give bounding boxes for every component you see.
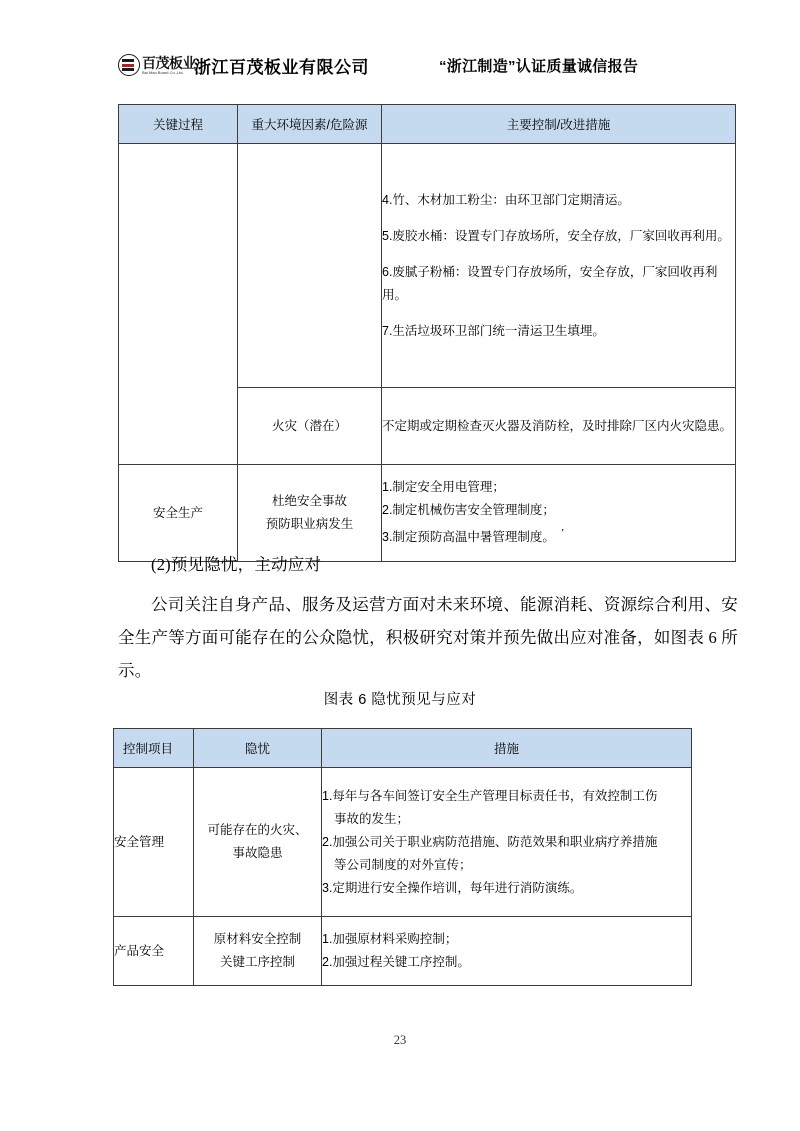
factor-line: 预防职业病发生 (265, 517, 354, 531)
cell-measures-fire (382, 388, 736, 465)
company-name: 浙江百茂板业有限公司 (194, 57, 369, 77)
measure-item: 1.制定安全用电管理； (382, 480, 505, 495)
header-divider (118, 86, 736, 87)
table-header-row (119, 105, 736, 144)
document-header (118, 46, 736, 84)
cell-control-item-safety-management: 安全管理 (114, 768, 194, 917)
column-header-environment-factor: 重大环境因素/危险源 (238, 105, 382, 144)
measure-item: 7.生活垃圾环卫部门统一清运卫生填埋。 (382, 323, 605, 338)
concern-line: 事故隐患 (232, 846, 283, 860)
column-header-control-measures: 主要控制/改进措施 (382, 105, 736, 144)
measure-item: 1.每年与各车间签订安全生产管理目标责任书，有效控制工伤 (322, 788, 658, 803)
cell-measures-waste (382, 144, 736, 388)
cell-control-item-product-safety: 产品安全 (114, 917, 194, 986)
concern-line: 可能存在的火灾、 (207, 823, 308, 837)
company-logo (118, 54, 196, 76)
table-header-row (114, 729, 692, 768)
cell-measures-safety (382, 465, 736, 562)
measure-text: 3.制定预防高温中暑管理制度。 (382, 530, 549, 545)
cell-key-process-empty (119, 144, 238, 465)
column-header-control-item: 控制项目 (114, 729, 194, 768)
measure-item: 不定期或定期检查灭火器及消防栓，及时排除厂区内火灾隐患。 (382, 418, 733, 433)
measure-item: 3.定期进行安全操作培训，每年进行消防演练。 (322, 880, 583, 895)
factor-line: 杜绝安全事故 (271, 494, 347, 508)
logo-wordmark (142, 56, 196, 75)
column-header-measures: 措施 (322, 729, 692, 768)
report-title: “浙江制造”认证质量诚信报告 (439, 57, 639, 75)
table-row (119, 465, 736, 562)
stray-apostrophe-mark: ’ (560, 527, 565, 540)
cell-measures-product-safety (322, 917, 692, 986)
logo-english-text: Bai Mao Board Co.,Ltd. (142, 69, 184, 75)
table-row (114, 917, 692, 986)
measure-item-continuation: 等公司制度的对外宣传； (334, 857, 472, 872)
logo-chinese-text: 百茂板业 (142, 54, 196, 71)
measure-item-continuation: 事故的发生； (334, 811, 410, 826)
paragraph-body: 公司关注自身产品、服务及运营方面对未来环境、能源消耗、资源综合利用、安全生产等方面可能存在的公众隐忧，积极研究对策并预先做出应对准备，如图表 6 所示。 (118, 595, 738, 680)
concern-line: 原材料安全控制 (213, 932, 302, 946)
figure-caption: 图表 6 隐忧预见与应对 (323, 692, 477, 708)
table-key-process (118, 104, 736, 562)
paragraph-subheading: (2)预见隐忧，主动应对 (151, 555, 322, 574)
page-number: 23 (393, 1033, 407, 1047)
cell-factor-safety (238, 465, 382, 562)
measure-item (382, 522, 735, 549)
column-header-concern: 隐忧 (194, 729, 322, 768)
cell-factor-fire: 火灾（潜在） (238, 388, 382, 465)
cell-concern-material-control (194, 917, 322, 986)
measure-item: 1.加强原材料采购控制； (322, 932, 458, 946)
table-row (119, 144, 736, 388)
cell-factor-empty (238, 144, 382, 388)
measure-item: 6.废腻子粉桶：设置专门存放场所，安全存放，厂家回收再利用。 (382, 264, 718, 302)
measure-item: 2.制定机械伤害安全管理制度； (382, 503, 555, 518)
table-row (114, 768, 692, 917)
cell-measures-safety-management (322, 768, 692, 917)
cell-key-process-safety: 安全生产 (119, 465, 238, 562)
measure-item: 2.加强过程关键工序控制。 (322, 955, 470, 969)
cell-concern-fire-accident (194, 768, 322, 917)
measure-item: 2.加强公司关于职业病防范措施、防范效果和职业病疗养措施 (322, 834, 658, 849)
measure-item: 5.废胶水桶：设置专门存放场所，安全存放，厂家回收再利用。 (382, 228, 730, 243)
concern-line: 关键工序控制 (219, 955, 295, 969)
table-concerns (113, 728, 692, 986)
measure-item: 4.竹、木材加工粉尘：由环卫部门定期清运。 (382, 192, 630, 207)
column-header-key-process: 关键过程 (119, 105, 238, 144)
logo-emblem-icon (118, 54, 140, 76)
